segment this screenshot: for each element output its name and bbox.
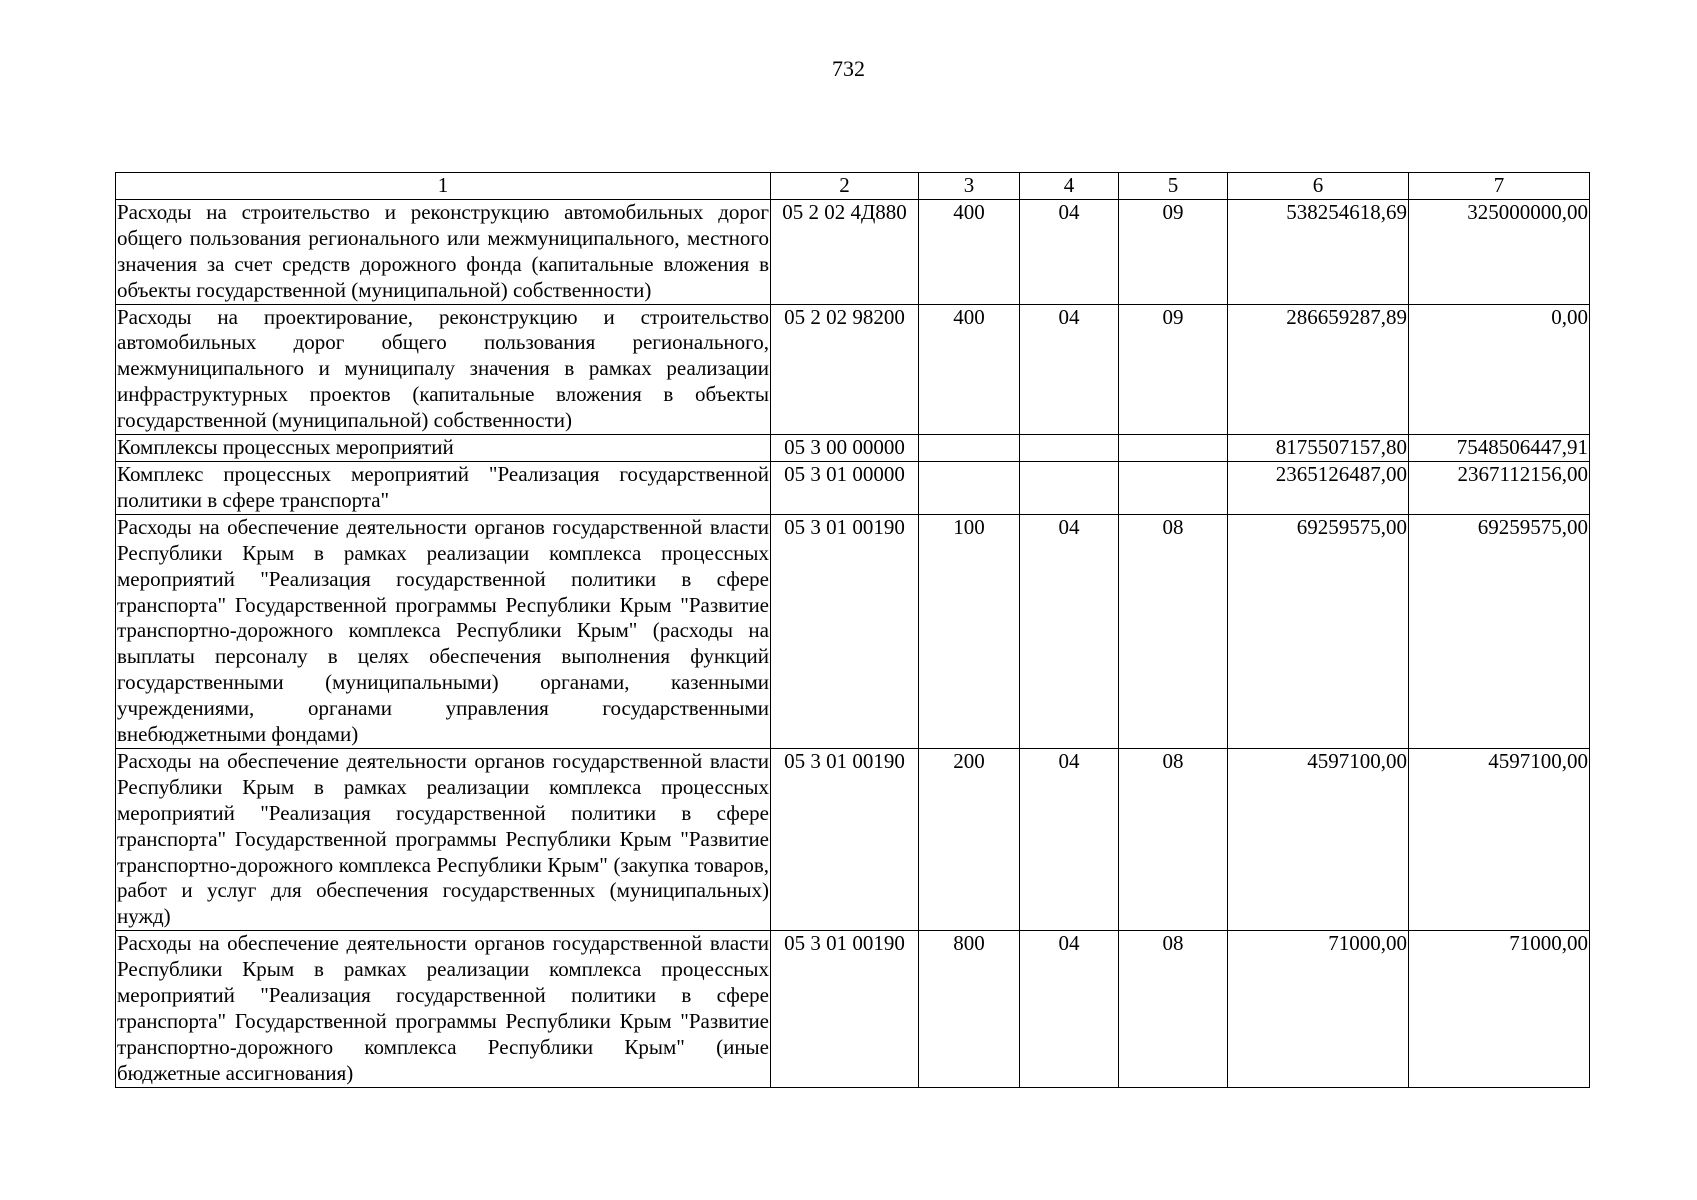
row-expense-type-code: 100 <box>919 514 1020 748</box>
row-amount-year-1: 69259575,00 <box>1228 514 1409 748</box>
row-name: Расходы на обеспечение деятельности органов государственной власти Республики Крым в рамках реализации комплекса процессных мероприятий "Реализация государственной политики в сфере транспорта" Государственной программы Республики Крым "Развитие транспортно-дорожного комплекса Республики Крым" (закупка товаров, работ и услуг для обеспечения государственных (муниципальных) нужд) <box>116 748 771 930</box>
row-target-article-code: 05 3 01 00190 <box>771 514 919 748</box>
row-target-article-code: 05 3 01 00190 <box>771 931 919 1087</box>
column-header-1: 1 <box>116 173 771 200</box>
column-header-3: 3 <box>919 173 1020 200</box>
page-number: 732 <box>832 56 865 81</box>
table-header-row <box>116 173 1590 200</box>
row-amount-year-2: 7548506447,91 <box>1409 435 1590 462</box>
row-name: Расходы на обеспечение деятельности органов государственной власти Республики Крым в рамках реализации комплекса процессных мероприятий "Реализация государственной политики в сфере транспорта" Государственной программы Республики Крым "Развитие транспортно-дорожного комплекса Республики Крым" (иные бюджетные ассигнования) <box>116 931 771 1087</box>
column-header-5: 5 <box>1119 173 1228 200</box>
budget-table <box>115 172 1590 1088</box>
row-amount-year-1: 8175507157,80 <box>1228 435 1409 462</box>
row-name: Комплексы процессных мероприятий <box>116 435 771 462</box>
row-amount-year-2: 325000000,00 <box>1409 199 1590 304</box>
row-expense-type-code <box>919 435 1020 462</box>
row-target-article-code: 05 2 02 98200 <box>771 304 919 435</box>
row-subsection-code: 09 <box>1119 199 1228 304</box>
row-target-article-code: 05 2 02 4Д880 <box>771 199 919 304</box>
table-row <box>116 931 1590 1087</box>
row-subsection-code: 08 <box>1119 748 1228 930</box>
row-name: Расходы на обеспечение деятельности органов государственной власти Республики Крым в рамках реализации комплекса процессных мероприятий "Реализация государственной политики в сфере транспорта" Государственной программы Республики Крым "Развитие транспортно-дорожного комплекса Республики Крым" (расходы на выплаты персоналу в целях обеспечения выполнения функций государственными (муниципальными) органами, казенными учреждениями, органами управления государственными внебюджетными фондами) <box>116 514 771 748</box>
table-row <box>116 435 1590 462</box>
row-subsection-code: 09 <box>1119 304 1228 435</box>
row-section-code <box>1020 461 1119 514</box>
row-amount-year-1: 71000,00 <box>1228 931 1409 1087</box>
row-target-article-code: 05 3 01 00190 <box>771 748 919 930</box>
row-amount-year-2: 0,00 <box>1409 304 1590 435</box>
column-header-2: 2 <box>771 173 919 200</box>
table-row <box>116 461 1590 514</box>
table-row <box>116 748 1590 930</box>
row-amount-year-1: 286659287,89 <box>1228 304 1409 435</box>
row-section-code: 04 <box>1020 931 1119 1087</box>
row-subsection-code <box>1119 435 1228 462</box>
row-expense-type-code: 400 <box>919 199 1020 304</box>
row-section-code: 04 <box>1020 514 1119 748</box>
row-expense-type-code: 800 <box>919 931 1020 1087</box>
row-expense-type-code: 200 <box>919 748 1020 930</box>
row-expense-type-code: 400 <box>919 304 1020 435</box>
row-amount-year-2: 4597100,00 <box>1409 748 1590 930</box>
table-row <box>116 199 1590 304</box>
row-amount-year-1: 2365126487,00 <box>1228 461 1409 514</box>
row-name: Расходы на проектирование, реконструкцию и строительство автомобильных дорог общего пользования регионального, межмуниципального и муниципалу значения в рамках реализации инфраструктурных проектов (капитальные вложения в объекты государственной (муниципальной) собственности) <box>116 304 771 435</box>
row-subsection-code: 08 <box>1119 931 1228 1087</box>
row-section-code <box>1020 435 1119 462</box>
row-subsection-code: 08 <box>1119 514 1228 748</box>
row-name: Расходы на строительство и реконструкцию автомобильных дорог общего пользования регионального или межмуниципального, местного значения за счет средств дорожного фонда (капитальные вложения в объекты государственной (муниципальной) собственности) <box>116 199 771 304</box>
row-section-code: 04 <box>1020 304 1119 435</box>
row-subsection-code <box>1119 461 1228 514</box>
row-expense-type-code <box>919 461 1020 514</box>
row-target-article-code: 05 3 01 00000 <box>771 461 919 514</box>
column-header-6: 6 <box>1228 173 1409 200</box>
column-header-7: 7 <box>1409 173 1590 200</box>
row-name: Комплекс процессных мероприятий "Реализация государственной политики в сфере транспорта" <box>116 461 771 514</box>
row-amount-year-2: 69259575,00 <box>1409 514 1590 748</box>
row-amount-year-1: 4597100,00 <box>1228 748 1409 930</box>
table-row <box>116 514 1590 748</box>
row-amount-year-1: 538254618,69 <box>1228 199 1409 304</box>
row-section-code: 04 <box>1020 748 1119 930</box>
row-target-article-code: 05 3 00 00000 <box>771 435 919 462</box>
table-row <box>116 304 1590 435</box>
row-amount-year-2: 71000,00 <box>1409 931 1590 1087</box>
column-header-4: 4 <box>1020 173 1119 200</box>
row-amount-year-2: 2367112156,00 <box>1409 461 1590 514</box>
row-section-code: 04 <box>1020 199 1119 304</box>
